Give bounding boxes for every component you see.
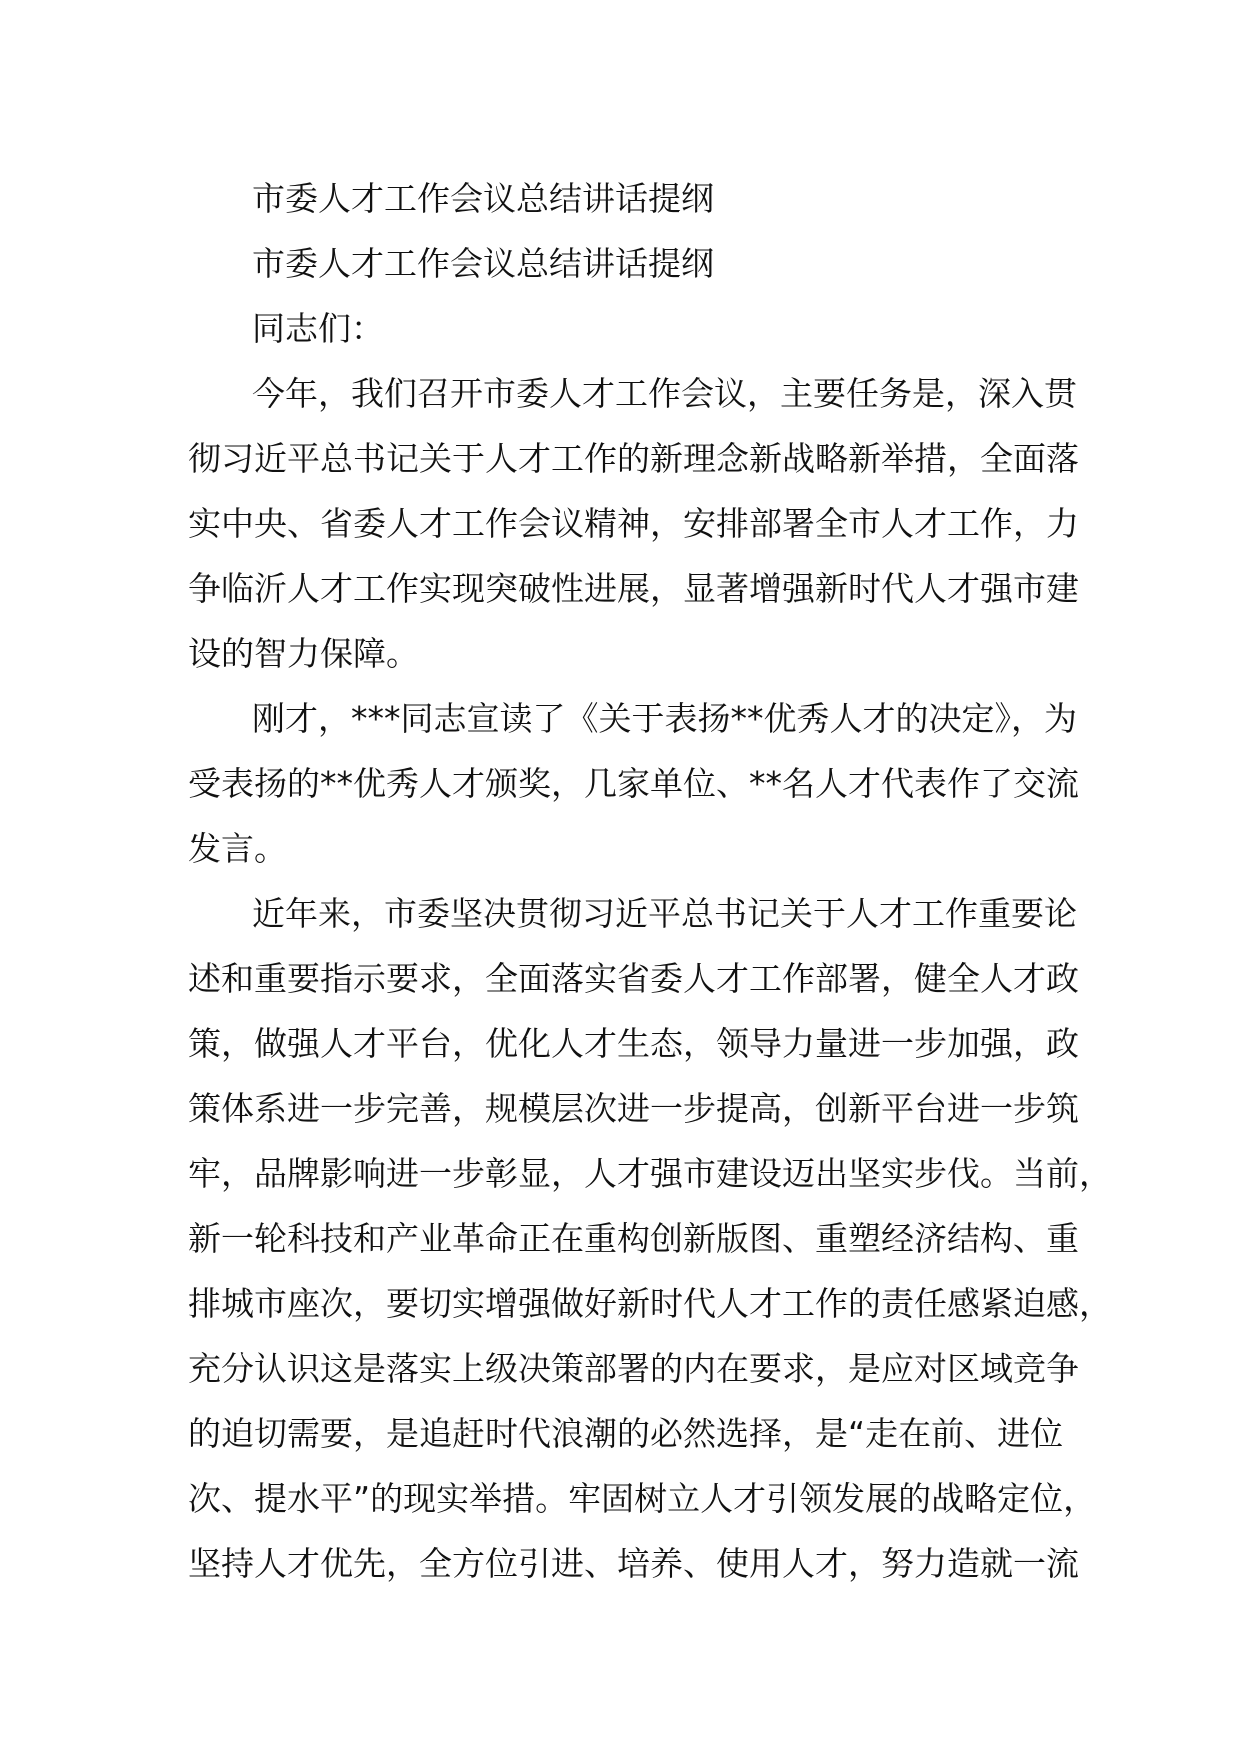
- paragraph-3-line-4: 策体系进一步完善，规模层次进一步提高，创新平台进一步筑: [188, 1089, 1079, 1128]
- paragraph-3-line-7: 排城市座次，要切实增强做好新时代人才工作的责任感紧迫感，: [188, 1284, 1112, 1323]
- document-title: 市委人才工作会议总结讲话提纲: [252, 179, 714, 218]
- paragraph-3-line-3: 策，做强人才平台，优化人才生态，领导力量进一步加强，政: [188, 1024, 1079, 1063]
- document-subtitle: 市委人才工作会议总结讲话提纲: [252, 244, 714, 283]
- paragraph-3-line-10: 次、提水平”的现实举措。牢固树立人才引领发展的战略定位，: [188, 1479, 1097, 1518]
- salutation: 同志们：: [252, 309, 384, 348]
- paragraph-1-line-5: 设的智力保障。: [188, 634, 419, 673]
- paragraph-1-line-4: 争临沂人才工作实现突破性进展，显著增强新时代人才强市建: [188, 569, 1079, 608]
- paragraph-1-line-2: 彻习近平总书记关于人才工作的新理念新战略新举措，全面落: [188, 439, 1079, 478]
- paragraph-3-line-11: 坚持人才优先，全方位引进、培养、使用人才，努力造就一流: [188, 1544, 1079, 1583]
- paragraph-3-line-2: 述和重要指示要求，全面落实省委人才工作部署，健全人才政: [188, 959, 1079, 998]
- paragraph-2-line-2: 受表扬的**优秀人才颁奖，几家单位、**名人才代表作了交流: [188, 764, 1079, 803]
- paragraph-3-line-8: 充分认识这是落实上级决策部署的内在要求，是应对区域竞争: [188, 1349, 1079, 1388]
- paragraph-2-line-3: 发言。: [188, 829, 287, 868]
- paragraph-2-line-1: 刚才，***同志宣读了《关于表扬**优秀人才的决定》，为: [252, 699, 1077, 738]
- paragraph-3-line-1: 近年来，市委坚决贯彻习近平总书记关于人才工作重要论: [252, 894, 1077, 933]
- paragraph-1-line-3: 实中央、省委人才工作会议精神，安排部署全市人才工作，力: [188, 504, 1079, 543]
- document-body: [188, 166, 1112, 1596]
- paragraph-3-line-5: 牢，品牌影响进一步彰显，人才强市建设迈出坚实步伐。当前，: [188, 1154, 1112, 1193]
- paragraph-3-line-6: 新一轮科技和产业革命正在重构创新版图、重塑经济结构、重: [188, 1219, 1079, 1258]
- paragraph-1-line-1: 今年，我们召开市委人才工作会议，主要任务是，深入贯: [252, 374, 1077, 413]
- paragraph-3-line-9: 的迫切需要，是追赶时代浪潮的必然选择，是“走在前、进位: [188, 1414, 1064, 1453]
